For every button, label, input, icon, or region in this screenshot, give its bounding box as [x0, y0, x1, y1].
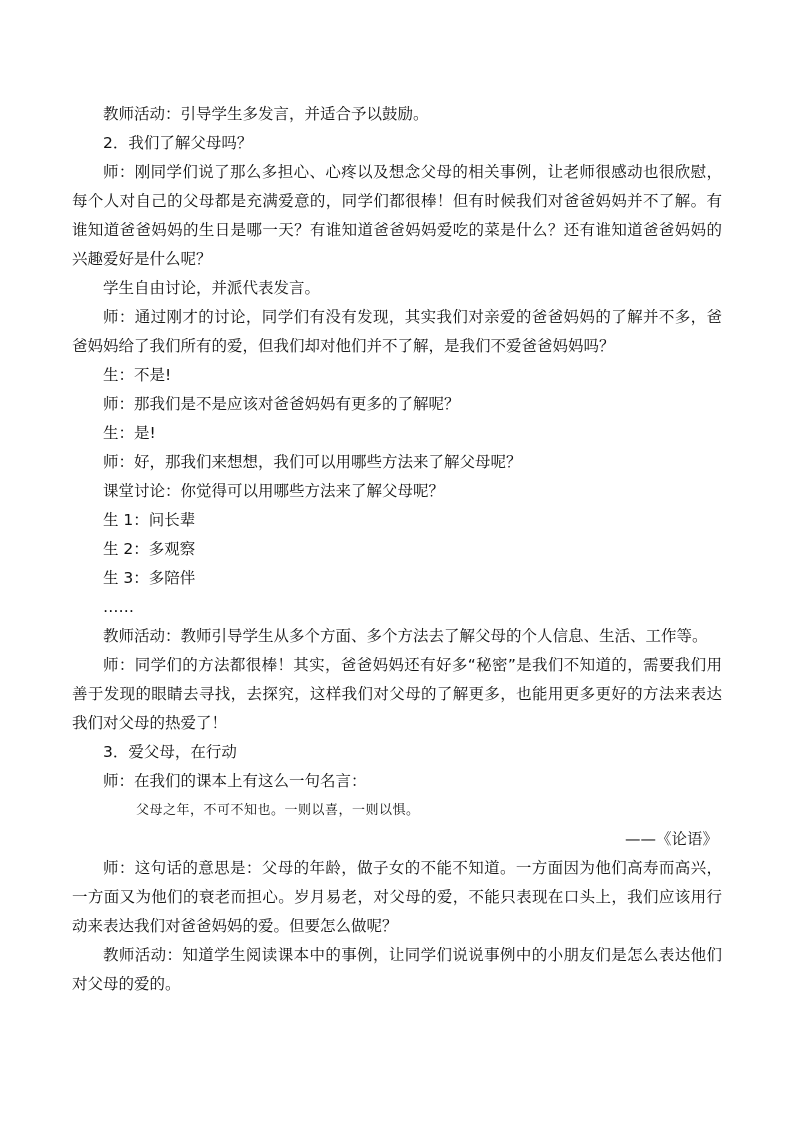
paragraph-quote-explanation: 师：这句话的意思是：父母的年龄，做子女的不能不知道。一方面因为他们高寿而高兴，一方面又为他们的衰老而担心。岁月易老，对父母的爱，不能只表现在口头上，我们应该用行动来表达我们对爸爸妈妈的爱。但要怎么做呢？	[72, 859, 722, 935]
section-heading-2: 2．我们了解父母吗？	[103, 134, 253, 152]
paragraph-teacher-activity-1: 教师活动：引导学生多发言，并适合予以鼓励。	[103, 105, 429, 123]
paragraph-ellipsis: ……	[103, 598, 134, 616]
paragraph-teacher-activity-3: 教师活动：知道学生阅读课本中的事例，让同学们说说事例中的小朋友们是怎么表达他们对父母的爱的。	[72, 946, 722, 993]
paragraph-student-2: 生 2：多观察	[103, 540, 196, 558]
quote-text: 父母之年，不可不知也。一则以喜，一则以惧。	[136, 803, 420, 818]
section-heading-3: 3．爱父母，在行动	[103, 743, 237, 761]
document-page	[72, 100, 722, 999]
paragraph-teacher-praise: 师：同学们的方法都很棒！其实，爸爸妈妈还有好多“秘密”是我们不知道的，需要我们用善于发现的眼睛去寻找，去探究，这样我们对父母的了解更多，也能用更多更好的方法来表达我们对父母的热爱了！	[72, 656, 722, 732]
paragraph-quote-intro: 师：在我们的课本上有这么一句名言：	[103, 772, 367, 790]
paragraph-student-answer-2: 生：是!	[103, 424, 156, 442]
paragraph-teacher-methods: 师：好，那我们来想想，我们可以用哪些方法来了解父母呢？	[103, 453, 522, 471]
paragraph-teacher-reflection: 师：通过刚才的讨论，同学们有没有发现，其实我们对亲爱的爸爸妈妈的了解并不多，爸爸妈妈给了我们所有的爱，但我们却对他们并不了解，是我们不爱爸爸妈妈吗？	[72, 308, 722, 355]
paragraph-teacher-followup: 师：那我们是不是应该对爸爸妈妈有更多的了解呢？	[103, 395, 460, 413]
paragraph-student-3: 生 3：多陪伴	[103, 569, 196, 587]
paragraph-student-discussion: 学生自由讨论，并派代表发言。	[103, 279, 321, 297]
paragraph-class-discussion: 课堂讨论：你觉得可以用哪些方法来了解父母呢？	[103, 482, 445, 500]
paragraph-student-answer-1: 生：不是!	[103, 366, 172, 384]
quote-source: ——《论语》	[624, 830, 718, 848]
paragraph-student-1: 生 1：问长辈	[103, 511, 196, 529]
paragraph-teacher-question: 师：刚同学们说了那么多担心、心疼以及想念父母的相关事例，让老师很感动也很欣慰，每个人对自己的父母都是充满爱意的，同学们都很棒！但有时候我们对爸爸妈妈并不了解。有谁知道爸爸妈妈的生日是哪一天？有谁知道爸爸妈妈爱吃的菜是什么？还有谁知道爸爸妈妈的兴趣爱好是什么呢？	[72, 163, 722, 268]
paragraph-teacher-activity-2: 教师活动：教师引导学生从多个方面、多个方法去了解父母的个人信息、生活、工作等。	[103, 627, 708, 645]
